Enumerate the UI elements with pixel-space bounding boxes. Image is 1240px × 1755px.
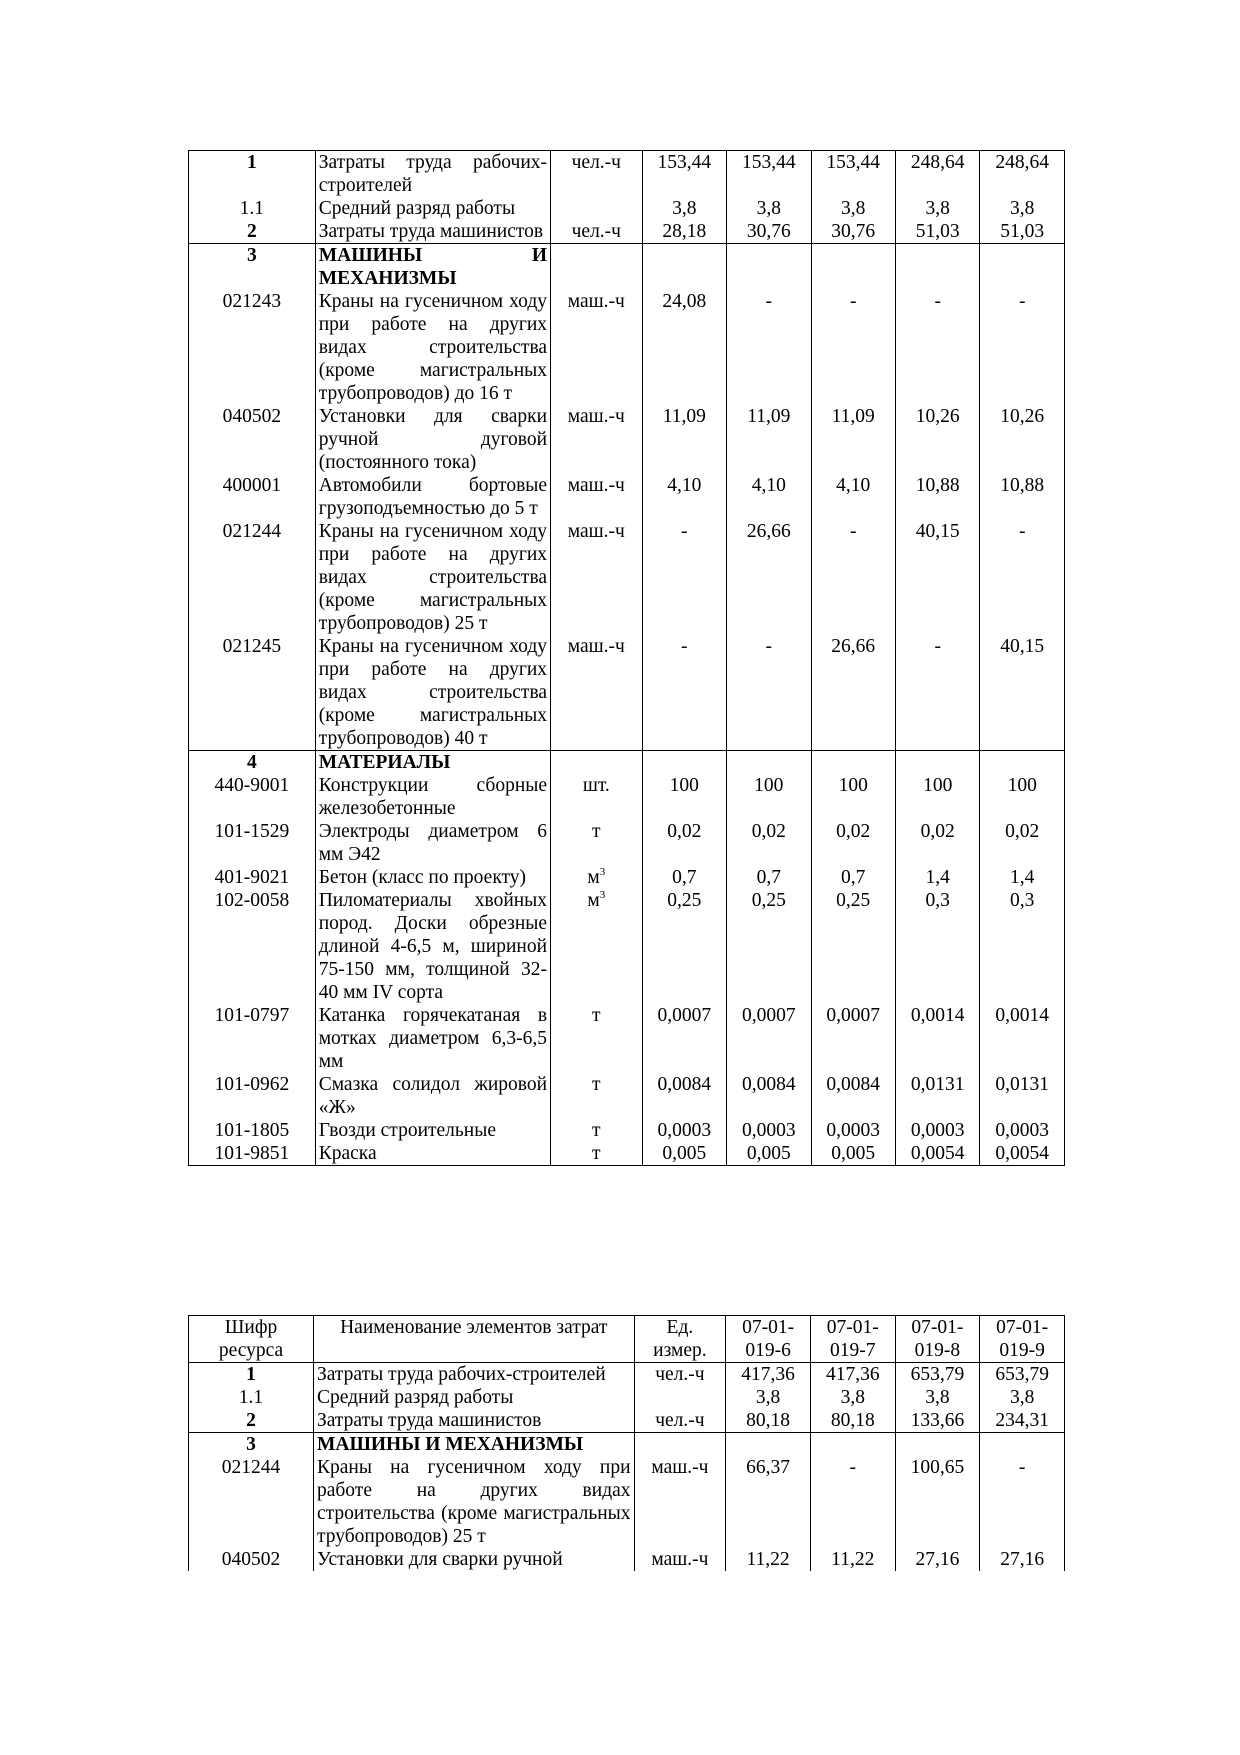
- value-cell: 40,15: [895, 520, 979, 635]
- unit: м: [587, 890, 600, 911]
- resource-code: 4: [189, 751, 316, 775]
- resource-code: 101-0962: [189, 1073, 316, 1119]
- table-row: [189, 866, 1065, 889]
- resource-code: 021245: [189, 635, 316, 751]
- value-cell: 80,18: [810, 1409, 895, 1433]
- value-cell: 0,7: [642, 866, 726, 889]
- unit: чел.-ч: [571, 152, 621, 173]
- resource-code: 101-1529: [189, 820, 316, 866]
- table-row: [189, 220, 1065, 244]
- unit-cell: [551, 1142, 643, 1166]
- table-row: [189, 290, 1065, 405]
- unit: маш.-ч: [651, 1549, 709, 1570]
- value-cell: 0,3: [980, 889, 1065, 1004]
- value-cell: 0,005: [727, 1142, 811, 1166]
- table-row: [189, 1363, 1065, 1387]
- unit-superscript: 3: [599, 889, 606, 901]
- resource-name: Смазка солидол жировой «Ж»: [315, 1073, 550, 1119]
- table-row: [189, 1548, 1065, 1571]
- unit-cell: [551, 151, 643, 198]
- table-row: [189, 1409, 1065, 1433]
- value-cell: 100: [811, 774, 895, 820]
- value-cell: 0,005: [811, 1142, 895, 1166]
- unit-cell: [634, 1433, 726, 1457]
- value-cell: 30,76: [811, 220, 895, 244]
- value-cell: 3,8: [895, 1386, 980, 1409]
- value-cell: 0,02: [980, 820, 1065, 866]
- value-cell: 3,8: [895, 197, 979, 220]
- value-cell: 66,37: [726, 1456, 811, 1548]
- value-cell: 0,0007: [642, 1004, 726, 1073]
- value-cell: 100: [642, 774, 726, 820]
- value-cell: 0,0003: [895, 1119, 979, 1142]
- value-cell: 653,79: [895, 1363, 980, 1387]
- table-row: [189, 474, 1065, 520]
- value-cell: 3,8: [980, 1386, 1065, 1409]
- value-cell: [727, 751, 811, 775]
- unit: чел.-ч: [655, 1364, 705, 1385]
- value-cell: 0,25: [811, 889, 895, 1004]
- resource-code: 401-9021: [189, 866, 316, 889]
- value-cell: -: [642, 520, 726, 635]
- value-cell: [642, 244, 726, 291]
- unit: маш.-ч: [567, 521, 625, 542]
- value-cell: 0,0014: [980, 1004, 1065, 1073]
- value-cell: [810, 1433, 895, 1457]
- unit: маш.-ч: [567, 636, 625, 657]
- value-cell: 100,65: [895, 1456, 980, 1548]
- value-cell: 26,66: [811, 635, 895, 751]
- resource-code: 101-0797: [189, 1004, 316, 1073]
- resource-name: Затраты труда машинистов: [315, 220, 550, 244]
- value-cell: 0,0084: [811, 1073, 895, 1119]
- table-row: [189, 197, 1065, 220]
- unit: маш.-ч: [567, 291, 625, 312]
- header-col-4: 07-01-019-9: [980, 1316, 1065, 1363]
- resource-table-1: [188, 150, 1065, 1166]
- resource-name: Катанка горячекатаная в мотках диаметром 6,3-6,5 мм: [315, 1004, 550, 1073]
- resource-name: Затраты труда рабочих-строителей: [315, 151, 550, 198]
- value-cell: 100: [980, 774, 1065, 820]
- value-cell: 4,10: [727, 474, 811, 520]
- value-cell: [811, 751, 895, 775]
- unit: т: [592, 1074, 601, 1095]
- value-cell: 1,4: [895, 866, 979, 889]
- resource-code: 1.1: [189, 197, 316, 220]
- value-cell: 4,10: [642, 474, 726, 520]
- resource-name: Краны на гусеничном ходу при работе на других видах строительства (кроме магистральных трубопроводов) 25 т: [313, 1456, 634, 1548]
- value-cell: 653,79: [980, 1363, 1065, 1387]
- value-cell: 27,16: [980, 1548, 1065, 1571]
- value-cell: 0,0054: [980, 1142, 1065, 1166]
- resource-code: 021244: [189, 520, 316, 635]
- value-cell: 0,0003: [727, 1119, 811, 1142]
- unit-cell: [551, 635, 643, 751]
- value-cell: 0,0084: [727, 1073, 811, 1119]
- resource-code: 040502: [189, 1548, 314, 1571]
- resource-name: Краска: [315, 1142, 550, 1166]
- unit: чел.-ч: [655, 1410, 705, 1431]
- value-cell: 3,8: [727, 197, 811, 220]
- resource-code: 021244: [189, 1456, 314, 1548]
- table-row: [189, 751, 1065, 775]
- value-cell: -: [895, 290, 979, 405]
- unit-cell: [634, 1386, 726, 1409]
- value-cell: 3,8: [642, 197, 726, 220]
- resource-name: МАТЕРИАЛЫ: [315, 751, 550, 775]
- value-cell: 234,31: [980, 1409, 1065, 1433]
- value-cell: 417,36: [726, 1363, 811, 1387]
- value-cell: 28,18: [642, 220, 726, 244]
- resource-table-2: [188, 1315, 1065, 1571]
- value-cell: 153,44: [811, 151, 895, 198]
- value-cell: [980, 751, 1065, 775]
- unit: т: [592, 1120, 601, 1141]
- value-cell: 11,22: [726, 1548, 811, 1571]
- resource-name: МАШИНЫ И МЕХАНИЗМЫ: [315, 244, 550, 291]
- value-cell: 1,4: [980, 866, 1065, 889]
- value-cell: [895, 1433, 980, 1457]
- value-cell: 11,22: [810, 1548, 895, 1571]
- value-cell: -: [980, 520, 1065, 635]
- table-row: [189, 520, 1065, 635]
- value-cell: 0,0131: [895, 1073, 979, 1119]
- unit: маш.-ч: [567, 406, 625, 427]
- resource-code: 101-9851: [189, 1142, 316, 1166]
- value-cell: 0,0054: [895, 1142, 979, 1166]
- unit: чел.-ч: [571, 221, 621, 242]
- resource-code: 3: [189, 244, 316, 291]
- resource-name: Краны на гусеничном ходу при работе на других видах строительства (кроме магистральных трубопроводов) 25 т: [315, 520, 550, 635]
- unit-cell: [551, 474, 643, 520]
- resource-code: 2: [189, 1409, 314, 1433]
- table-row: [189, 1456, 1065, 1548]
- unit-cell: [551, 220, 643, 244]
- unit: т: [592, 1143, 601, 1164]
- table-header-row: [189, 1316, 1065, 1363]
- value-cell: 0,02: [811, 820, 895, 866]
- table-row: [189, 1073, 1065, 1119]
- value-cell: -: [727, 635, 811, 751]
- value-cell: [726, 1433, 811, 1457]
- value-cell: 0,0003: [980, 1119, 1065, 1142]
- resource-name: Краны на гусеничном ходу при работе на других видах строительства (кроме магистральных трубопроводов) 40 т: [315, 635, 550, 751]
- value-cell: -: [727, 290, 811, 405]
- value-cell: 3,8: [811, 197, 895, 220]
- value-cell: [980, 244, 1065, 291]
- value-cell: 40,15: [980, 635, 1065, 751]
- resource-name: Конструкции сборные железобетонные: [315, 774, 550, 820]
- value-cell: 133,66: [895, 1409, 980, 1433]
- value-cell: 0,3: [895, 889, 979, 1004]
- resource-name: Пиломатериалы хвойных пород. Доски обрезные длиной 4-6,5 м, шириной 75-150 мм, толщиной 32-40 мм IV сорта: [315, 889, 550, 1004]
- value-cell: 30,76: [727, 220, 811, 244]
- value-cell: 3,8: [810, 1386, 895, 1409]
- unit-cell: [551, 1073, 643, 1119]
- value-cell: [980, 1433, 1065, 1457]
- value-cell: 3,8: [980, 197, 1065, 220]
- table-row: [189, 889, 1065, 1004]
- resource-code: 2: [189, 220, 316, 244]
- table-row: [189, 151, 1065, 198]
- value-cell: 26,66: [727, 520, 811, 635]
- value-cell: [811, 244, 895, 291]
- resource-name: Затраты труда машинистов: [313, 1409, 634, 1433]
- unit-cell: [551, 866, 643, 889]
- value-cell: 51,03: [895, 220, 979, 244]
- value-cell: 10,88: [895, 474, 979, 520]
- unit-cell: [551, 889, 643, 1004]
- value-cell: -: [811, 290, 895, 405]
- value-cell: -: [810, 1456, 895, 1548]
- table-row: [189, 635, 1065, 751]
- unit: маш.-ч: [651, 1457, 709, 1478]
- value-cell: 0,0003: [642, 1119, 726, 1142]
- unit-cell: [551, 244, 643, 291]
- value-cell: 0,005: [642, 1142, 726, 1166]
- unit-cell: [634, 1548, 726, 1571]
- value-cell: 80,18: [726, 1409, 811, 1433]
- value-cell: 0,02: [642, 820, 726, 866]
- value-cell: -: [980, 1456, 1065, 1548]
- unit-cell: [634, 1456, 726, 1548]
- value-cell: 0,0003: [811, 1119, 895, 1142]
- value-cell: 248,64: [980, 151, 1065, 198]
- value-cell: 417,36: [810, 1363, 895, 1387]
- value-cell: [895, 751, 979, 775]
- resource-code: 021243: [189, 290, 316, 405]
- unit-cell: [551, 774, 643, 820]
- unit: т: [592, 821, 601, 842]
- value-cell: 100: [895, 774, 979, 820]
- value-cell: 153,44: [642, 151, 726, 198]
- unit-cell: [634, 1409, 726, 1433]
- table-row: [189, 405, 1065, 474]
- resource-name: Бетон (класс по проекту): [315, 866, 550, 889]
- resource-name: Гвозди строительные: [315, 1119, 550, 1142]
- value-cell: 4,10: [811, 474, 895, 520]
- header-code: Шифр ресурса: [189, 1316, 314, 1363]
- value-cell: 0,7: [727, 866, 811, 889]
- resource-name: Средний разряд работы: [313, 1386, 634, 1409]
- value-cell: 248,64: [895, 151, 979, 198]
- unit-cell: [551, 520, 643, 635]
- unit-cell: [551, 290, 643, 405]
- resource-code: 440-9001: [189, 774, 316, 820]
- header-col-2: 07-01-019-7: [810, 1316, 895, 1363]
- table-row: [189, 1004, 1065, 1073]
- resource-code: 1: [189, 1363, 314, 1387]
- unit-superscript: 3: [599, 866, 606, 878]
- table-row: [189, 1386, 1065, 1409]
- resource-code: 040502: [189, 405, 316, 474]
- table-row: [189, 774, 1065, 820]
- value-cell: 100: [727, 774, 811, 820]
- resource-name: Установки для сварки ручной: [313, 1548, 634, 1571]
- table-row: [189, 244, 1065, 291]
- value-cell: 0,0007: [811, 1004, 895, 1073]
- value-cell: 0,7: [811, 866, 895, 889]
- resource-code: 102-0058: [189, 889, 316, 1004]
- value-cell: 51,03: [980, 220, 1065, 244]
- value-cell: -: [895, 635, 979, 751]
- unit: м: [587, 867, 600, 888]
- unit-cell: [551, 405, 643, 474]
- unit: маш.-ч: [567, 475, 625, 496]
- unit-cell: [551, 197, 643, 220]
- value-cell: -: [642, 635, 726, 751]
- unit-cell: [551, 1004, 643, 1073]
- unit-cell: [551, 820, 643, 866]
- value-cell: 3,8: [726, 1386, 811, 1409]
- header-col-1: 07-01-019-6: [726, 1316, 811, 1363]
- resource-name: Краны на гусеничном ходу при работе на других видах строительства (кроме магистральных трубопроводов) до 16 т: [315, 290, 550, 405]
- value-cell: 0,02: [727, 820, 811, 866]
- value-cell: 153,44: [727, 151, 811, 198]
- value-cell: [895, 244, 979, 291]
- value-cell: 0,0084: [642, 1073, 726, 1119]
- resource-code: 1.1: [189, 1386, 314, 1409]
- value-cell: [727, 244, 811, 291]
- table-row: [189, 1142, 1065, 1166]
- value-cell: -: [980, 290, 1065, 405]
- value-cell: 0,0014: [895, 1004, 979, 1073]
- value-cell: [642, 751, 726, 775]
- unit-cell: [551, 1119, 643, 1142]
- unit: шт.: [582, 775, 610, 796]
- value-cell: 0,0131: [980, 1073, 1065, 1119]
- value-cell: 0,25: [727, 889, 811, 1004]
- resource-name: Автомобили бортовые грузоподъемностью до 5 т: [315, 474, 550, 520]
- value-cell: 11,09: [642, 405, 726, 474]
- resource-name: Электроды диаметром 6 мм Э42: [315, 820, 550, 866]
- value-cell: -: [811, 520, 895, 635]
- value-cell: 11,09: [811, 405, 895, 474]
- resource-name: МАШИНЫ И МЕХАНИЗМЫ: [313, 1433, 634, 1457]
- unit-cell: [634, 1363, 726, 1387]
- value-cell: 24,08: [642, 290, 726, 405]
- table-row: [189, 820, 1065, 866]
- unit-cell: [551, 751, 643, 775]
- table-row: [189, 1433, 1065, 1457]
- resource-code: 101-1805: [189, 1119, 316, 1142]
- resource-name: Средний разряд работы: [315, 197, 550, 220]
- value-cell: 0,0007: [727, 1004, 811, 1073]
- value-cell: 11,09: [727, 405, 811, 474]
- header-unit: Ед. измер.: [634, 1316, 726, 1363]
- table-row: [189, 1119, 1065, 1142]
- header-col-3: 07-01-019-8: [895, 1316, 980, 1363]
- value-cell: 27,16: [895, 1548, 980, 1571]
- resource-code: 3: [189, 1433, 314, 1457]
- resource-code: 400001: [189, 474, 316, 520]
- value-cell: 0,25: [642, 889, 726, 1004]
- header-name: Наименование элементов затрат: [313, 1316, 634, 1363]
- unit: т: [592, 1005, 601, 1026]
- value-cell: 10,88: [980, 474, 1065, 520]
- resource-name: Установки для сварки ручной дуговой (постоянного тока): [315, 405, 550, 474]
- resource-code: 1: [189, 151, 316, 198]
- value-cell: 10,26: [895, 405, 979, 474]
- value-cell: 0,02: [895, 820, 979, 866]
- value-cell: 10,26: [980, 405, 1065, 474]
- resource-name: Затраты труда рабочих-строителей: [313, 1363, 634, 1387]
